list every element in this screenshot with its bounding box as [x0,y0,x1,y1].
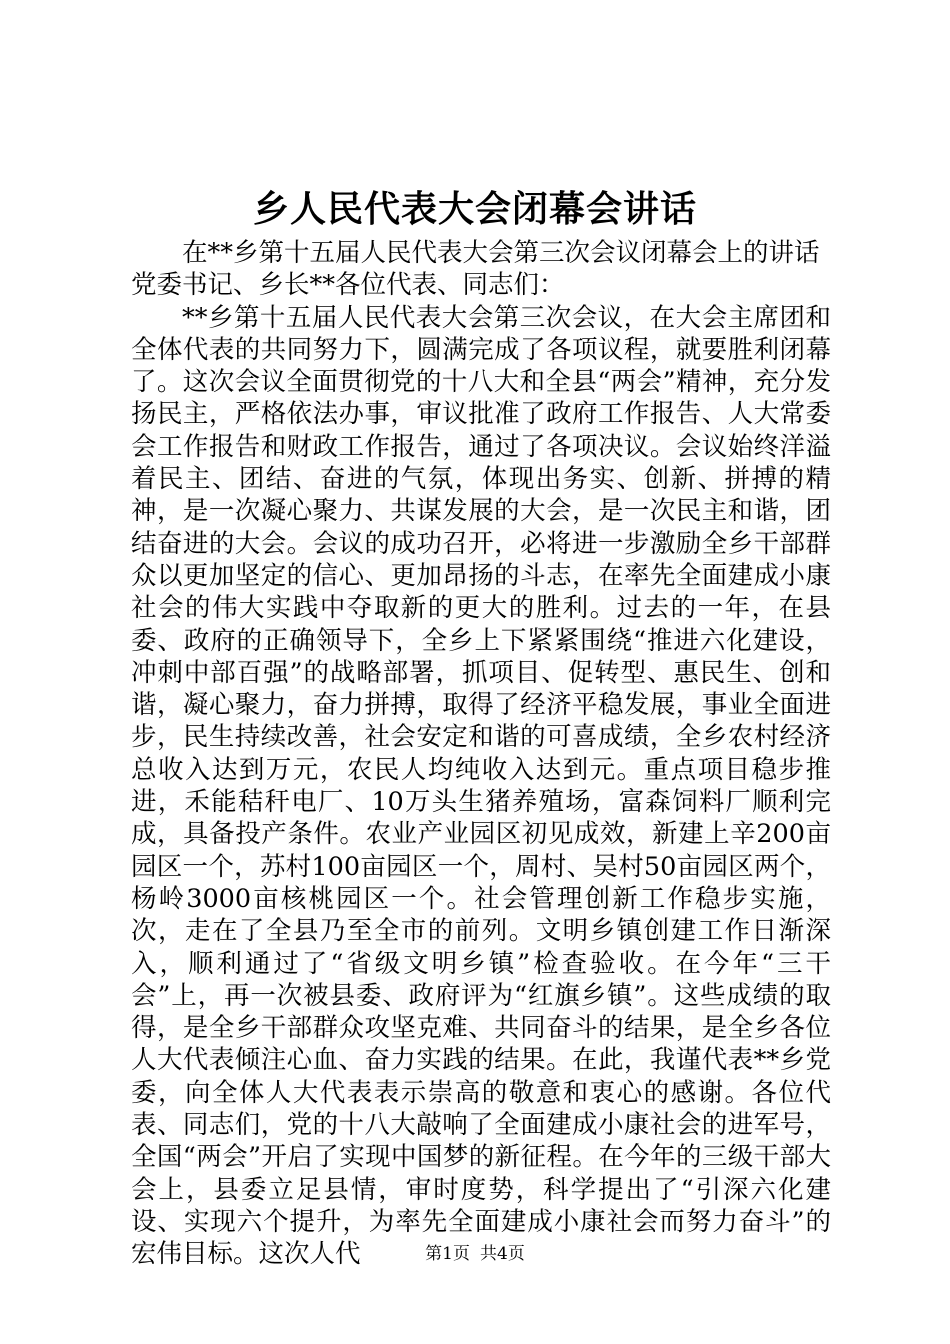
page-footer [0,1243,950,1265]
speech-heading-paragraph: 在**乡第十五届人民代表大会第三次会议闭幕会上的讲话 [182,238,820,268]
page-number: 第1页 [425,1244,470,1264]
document-title: 乡人民代表大会闭幕会讲话 [252,188,697,230]
document-body [131,237,831,1271]
speaker-salutation-paragraph: 党委书记、乡长**各位代表、同志们： [131,270,565,301]
page-total: 共4页 [480,1244,525,1264]
main-body-paragraph: **乡第十五届人民代表大会第三次会议，在大会主席团和全体代表的共同努力下，圆满完成了各项议程，就要胜利闭幕了。这次会议全面贯彻党的十八大和全县“两会”精神，充分发扬民主，严格依法办事，审议批准了政府工作报告、人大常委会工作报告和财政工作报告，通过了各项决议。会议始终洋溢着民主、团结、奋进的气氛，体现出务实、创新、拼搏的精神，是一次凝心聚力、共谋发展的大会，是一次民主和谐，团结奋进的大会。会议的成功召开，必将进一步激励全乡干部群众以更加坚定的信心、更加昂扬的斗志，在率先全面建成小康社会的伟大实践中夺取新的更大的胜利。过去的一年，在县委、政府的正确领导下，全乡上下紧紧围绕“推进六化建设，冲刺中部百强”的战略部署，抓项目、促转型、惠民生、创和谐，凝心聚力，奋力拼搏，取得了经济平稳发展，事业全面进步，民生持续改善，社会安定和谐的可喜成绩，全乡农村经济总收入达到万元，农民人均纯收入达到元。重点项目稳步推进，禾能秸秆电厂、10万头生猪养殖场，富森饲料厂顺利完成，具备投产条件。农业产业园区初见成效，新建上辛200亩园区一个，苏村100亩园区一个，周村、吴村50亩园区两个，杨岭3000亩核桃园区一个。社会管理创新工作稳步实施，次，走在了全县乃至全市的前列。文明乡镇创建工作日渐深入，顺利通过了“省级文明乡镇”检查验收。在今年“三干会”上，再一次被县委、政府评为“红旗乡镇”。这些成绩的取得，是全乡干部群众攻坚克难、共同奋斗的结果，是全乡各位人大代表倾注心血、奋力实践的结果。在此，我谨代表**乡党委，向全体人大代表表示崇高的敬意和衷心的感谢。各位代表、同志们，党的十八大敲响了全面建成小康社会的进军号，全国“两会”开启了实现中国梦的新征程。在今年的三级干部大会上，县委立足县情，审时度势，科学提出了“引深六化建设、实现六个提升，为率先全面建成小康社会而努力奋斗”的宏伟目标。这次人代 [131,302,831,1270]
